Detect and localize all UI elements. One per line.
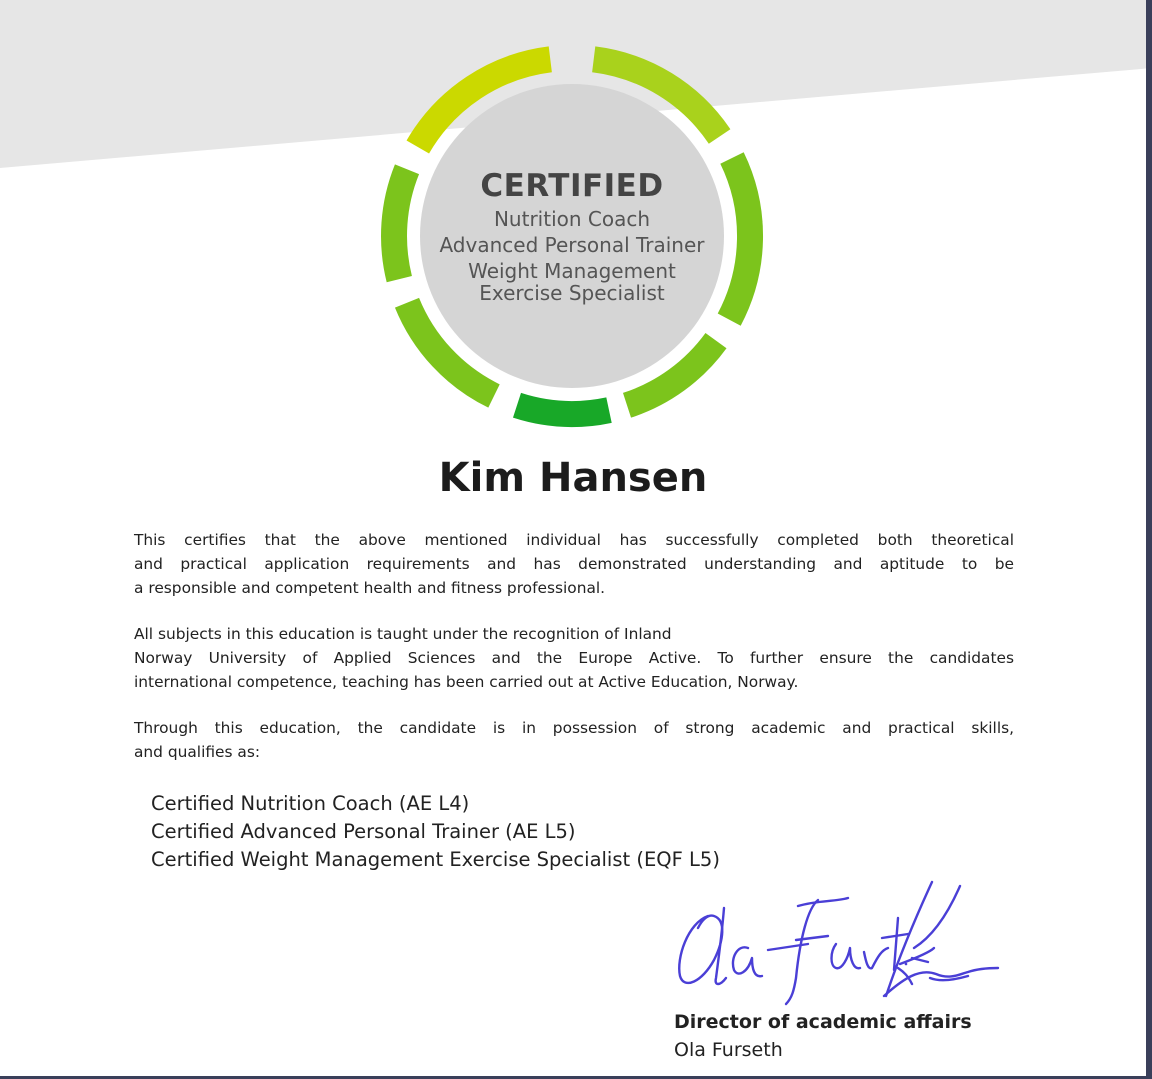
- qualification-item: Certified Weight Management Exercise Specialist (EQF L5): [151, 848, 720, 871]
- paragraph-line: and qualifies as:: [134, 743, 261, 761]
- badge-line-weight-management: Weight Management: [468, 259, 676, 283]
- paragraph-completion: [134, 528, 1014, 600]
- badge-ring-segment: [394, 169, 407, 279]
- certificate-body: [134, 528, 1014, 786]
- paragraph-line: international competence, teaching has been carried out at Active Education, Norway.: [134, 673, 799, 691]
- handwritten-signature: [668, 878, 1008, 1008]
- qualification-item: Certified Advanced Personal Trainer (AE L5): [151, 820, 576, 843]
- badge-line-nutrition-coach: Nutrition Coach: [493, 207, 651, 231]
- badge-line-exercise-specialist: Exercise Specialist: [479, 281, 665, 305]
- qualification-item: Certified Nutrition Coach (AE L4): [151, 792, 470, 815]
- paragraph-line: Norway University of Applied Sciences and the Europe Active. To further ensure the candidates: [134, 649, 1014, 667]
- badge-title: CERTIFIED: [480, 168, 664, 204]
- badge-line-advanced-personal-trainer: Advanced Personal Trainer: [439, 233, 705, 257]
- badge-text-block: [410, 166, 734, 306]
- badge-ring-segment: [517, 405, 609, 414]
- signer-title: Director of academic affairs: [674, 1011, 972, 1033]
- paragraph-qualifies: [134, 716, 1014, 764]
- paragraph-line: All subjects in this education is taught under the recognition of Inland: [134, 625, 672, 643]
- paragraph-line: This certifies that the above mentioned individual has successfully completed both theoretical: [134, 531, 1014, 549]
- certificate-holder-name: Kim Hansen: [438, 455, 708, 501]
- right-border: [1146, 0, 1152, 1079]
- paragraph-line: a responsible and competent health and fitness professional.: [134, 579, 606, 597]
- signer-name: Ola Furseth: [674, 1039, 783, 1061]
- qualifications-list: [151, 790, 911, 874]
- paragraph-recognition: [134, 622, 1014, 694]
- paragraph-line: and practical application requirements and has demonstrated understanding and aptitude to be: [134, 555, 1014, 573]
- paragraph-line: Through this education, the candidate is in possession of strong academic and practical skills,: [134, 719, 1014, 737]
